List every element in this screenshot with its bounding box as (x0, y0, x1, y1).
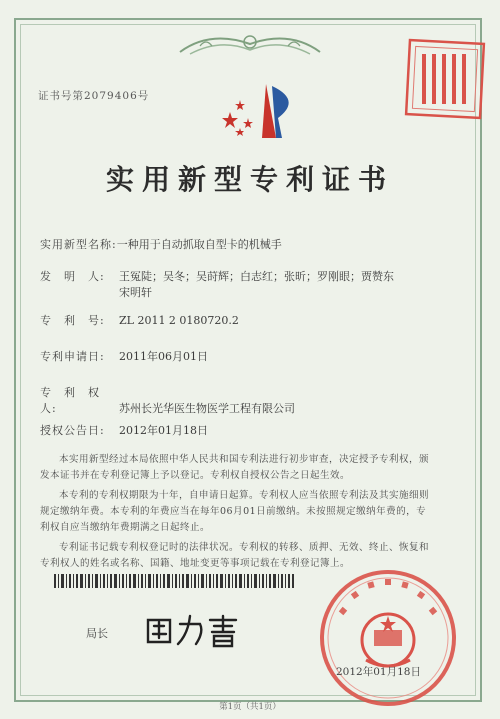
patentee-value: 苏州长光华医生物医学工程有限公司 (119, 402, 295, 415)
paragraph-3-line-2: 专利权人的姓名或名称、国籍、地址变更等事项记载在专利登记簿上。 (40, 558, 351, 569)
paragraph-1-line-2: 发本证书并在专利登记簿上予以登记。专利权自授权公告之日起生效。 (40, 470, 351, 481)
inventor-value-line2: 宋明轩 (119, 286, 152, 299)
announcement-date-field (40, 422, 208, 438)
patentee-label: 专 利 权 人: (40, 386, 112, 415)
inventor-label: 发 明 人: (40, 270, 105, 283)
announcement-date-value: 2012年01月18日 (119, 424, 208, 437)
paragraph-2-line-3: 利权自应当缴纳年费期满之日起终止。 (40, 522, 211, 533)
director-signature-icon (142, 612, 242, 648)
patent-number-value: ZL 2011 2 0180720.2 (119, 314, 239, 327)
seal-date: 2012年01月18日 (336, 666, 421, 678)
application-date-field (40, 348, 208, 364)
patent-number-label: 专 利 号: (40, 314, 105, 327)
top-ornament-icon (170, 26, 330, 60)
utility-model-name-value: 一种用于自动抓取自型卡的机械手 (116, 238, 282, 251)
barcode-icon (54, 574, 294, 588)
application-date-label: 专利申请日: (40, 350, 105, 363)
director-label: 局长 (86, 627, 108, 640)
paragraph-2-line-2: 规定缴纳年费。本专利的年费应当在每年06月01日前缴纳。未按照规定缴纳年费的，专 (40, 506, 427, 517)
page-number: 第1页（共1页） (219, 702, 281, 712)
patent-office-logo-icon (222, 78, 304, 142)
top-right-seal-icon (404, 38, 486, 120)
inventor-field (40, 268, 394, 284)
utility-model-name-label: 实用新型名称: (40, 238, 117, 251)
inventor-value-line1: 王冤陡；吴冬；吴莳辉；白志红；张昕；罗刚眼；贾赞东 (119, 270, 394, 283)
paragraph-1-line-1: 本实用新型经过本局依照中华人民共和国专利法进行初步审查，决定授予专利权，颁 (59, 454, 430, 465)
patent-number-field (40, 312, 239, 328)
paragraph-3-line-1: 专利证书记载专利权登记时的法律状况。专利权的转移、质押、无效、终止、恢复和 (59, 542, 430, 553)
patentee-field (40, 384, 295, 416)
national-ip-office-seal-icon (318, 568, 458, 708)
paragraph-1 (40, 452, 460, 484)
paragraph-2-line-1: 本专利的专利权期限为十年，自申请日起算。专利权人应当依照专利法及其实施细则 (59, 490, 430, 501)
announcement-date-label: 授权公告日: (40, 424, 105, 437)
paragraph-2 (40, 488, 460, 536)
certificate-number: 证书号第2079406号 (38, 90, 150, 102)
application-date-value: 2011年06月01日 (119, 350, 208, 363)
utility-model-name-field (40, 236, 282, 252)
certificate-title: 实用新型专利证书 (105, 163, 394, 196)
